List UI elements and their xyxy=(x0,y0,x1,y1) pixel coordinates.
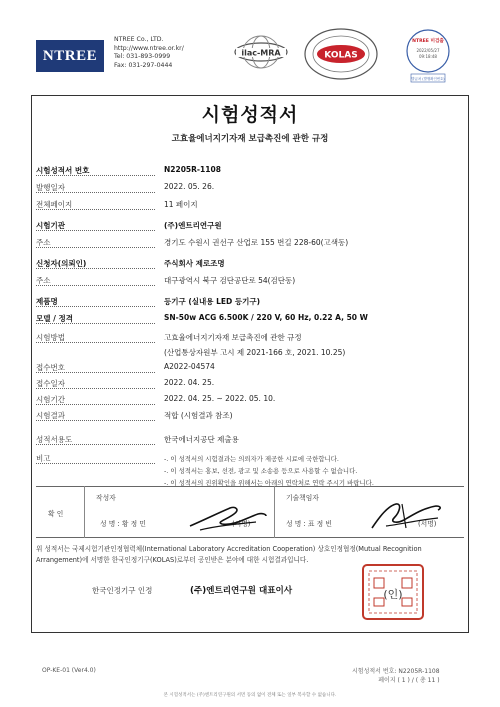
leader-line xyxy=(36,444,155,445)
leader-line xyxy=(36,306,155,307)
value-test-result: 적합 (시험결과 참조) xyxy=(164,411,233,420)
value-test-method-notice: (산업통상자원부 고시 제 2021-166 호, 2021. 10.25) xyxy=(164,348,346,357)
tech-sign-label: (서명) xyxy=(418,520,437,528)
value-applicant-address: 대구광역시 북구 검단공단로 54(검단동) xyxy=(164,276,296,285)
value-test-period: 2022. 04. 25. ~ 2022. 05. 10. xyxy=(164,394,276,403)
value-test-lab: (주)엔트리연구원 xyxy=(164,221,222,230)
value-receipt-no: A2022-04574 xyxy=(164,362,215,371)
label-test-result: 시험결과 xyxy=(36,411,65,420)
company-name: NTREE Co., LTD. xyxy=(114,36,164,43)
author-signature xyxy=(186,500,270,534)
ilac-text: ilac-MRA xyxy=(241,48,281,58)
label-test-method: 시험방법 xyxy=(36,333,65,342)
author-title: 작성자 xyxy=(96,494,116,502)
issuer-prefix: 한국인정기구 인정 xyxy=(92,586,153,595)
accreditation-line: 위 성적서는 국제시험기관인정협력체(International Laboratory Accreditation Cooperation) 상호인정협정(Mutual Recognition xyxy=(36,545,422,553)
stamp-top: NTREE 미검출 xyxy=(412,39,444,44)
label-receipt-no: 접수번호 xyxy=(36,363,65,372)
label-remarks: 비고 xyxy=(36,454,51,463)
issuer-name: (주)엔트리연구원 대표이사 xyxy=(190,586,293,596)
label-lab-address: 주소 xyxy=(36,238,51,247)
remark-line: -. 이 성적서의 시험결과는 의뢰자가 제공한 시료에 국한합니다. xyxy=(164,455,339,463)
author-name: 성 명 : 황 정 민 xyxy=(100,520,146,528)
company-tel: Tel: 031-893-0999 xyxy=(114,53,171,60)
kolas-logo xyxy=(302,26,380,82)
stamp-time: 09:18:48 xyxy=(419,54,437,59)
tech-manager-signature xyxy=(366,498,446,536)
copy-restriction-note: 본 시험성적서는 (주)엔트리연구원의 서면 동의 없이 전체 또는 일부 복사할 수 없습니다. xyxy=(163,693,337,698)
leader-line xyxy=(36,268,155,269)
label-test-lab: 시험기관 xyxy=(36,221,65,230)
value-issue-date: 2022. 05. 26. xyxy=(164,182,215,191)
leader-line xyxy=(36,192,155,193)
divider xyxy=(274,486,275,538)
value-report-purpose: 한국에너지공단 제출용 xyxy=(164,435,239,444)
leader-line xyxy=(36,342,155,343)
label-applicant-address: 주소 xyxy=(36,276,51,285)
company-fax: Fax: 031-297-0444 xyxy=(114,61,173,69)
remark-line: -. 이 성적서는 홍보, 선전, 광고 및 소송용 등으로 사용할 수 없습니다. xyxy=(164,467,358,475)
leader-line xyxy=(36,247,155,248)
value-model-rating: SN-50w ACG 6.500K / 220 V, 60 Hz, 0.22 A, 50 W xyxy=(164,313,368,322)
remark-line: -. 이 성적서의 진위확인을 위해서는 아래의 연락처로 연락 주시기 바랍니다. xyxy=(164,479,374,487)
leader-line xyxy=(36,463,155,464)
label-model-rating: 모델 / 정격 xyxy=(36,314,73,323)
leader-line xyxy=(36,323,155,324)
page-subtitle: 고효율에너지기자재 보급촉진에 관한 규정 xyxy=(171,134,329,144)
label-issue-date: 발행일자 xyxy=(36,183,65,192)
leader-line xyxy=(36,209,155,210)
kolas-text: KOLAS xyxy=(324,50,358,61)
footer-report-no: 시험성적서 번호: N2205R-1108 xyxy=(352,668,440,675)
label-report-no: 시험성적서 번호 xyxy=(36,166,90,175)
footer-page-info xyxy=(352,667,440,685)
footer-page: 페이지 ( 1 ) / ( 총 11 ) xyxy=(378,677,440,684)
stamp-date: 2022/05/27 xyxy=(416,48,440,53)
author-sign-label: (서명) xyxy=(232,520,251,528)
tech-manager-name: 성 명 : 표 정 빈 xyxy=(286,520,332,528)
leader-line xyxy=(36,285,155,286)
label-applicant: 신청자(의뢰인) xyxy=(36,259,87,268)
leader-line xyxy=(36,404,155,405)
value-test-method: 고효율에너지기자재 보급촉진에 관한 규정 xyxy=(164,333,302,342)
value-report-no: N2205R-1108 xyxy=(164,165,221,174)
company-website[interactable]: http://www.ntree.or.kr/ xyxy=(114,44,184,52)
issuance-stamp xyxy=(405,28,451,84)
form-number: OP-KE-01 (Ver4.0) xyxy=(42,667,96,674)
accreditation-line: Arrangement)에 서명한 한국인정기구(KOLAS)로부터 공인받은 분야에 대한 시험결과입니다. xyxy=(36,556,309,564)
leader-line xyxy=(36,230,155,231)
value-lab-address: 경기도 수원시 권선구 산업로 155 번길 228-60(고색동) xyxy=(164,238,349,247)
label-test-period: 시험기간 xyxy=(36,395,65,404)
leader-line xyxy=(36,372,155,373)
divider xyxy=(84,486,85,538)
value-applicant: 주식회사 제로조명 xyxy=(164,259,225,268)
confirm-label: 확 인 xyxy=(48,510,64,518)
leader-line xyxy=(36,388,155,389)
label-report-purpose: 성적서용도 xyxy=(36,435,73,444)
company-info xyxy=(114,36,184,70)
leader-line xyxy=(36,420,155,421)
stamp-bottom: 발급처 (발행확인번호) xyxy=(411,76,445,81)
tech-manager-title: 기술책임자 xyxy=(286,494,319,502)
company-seal xyxy=(360,562,426,622)
label-receipt-date: 접수일자 xyxy=(36,379,65,388)
value-total-pages: 11 페이지 xyxy=(164,200,198,209)
ilac-mra-logo xyxy=(230,30,292,78)
ntree-logo: NTREE xyxy=(36,40,104,72)
label-total-pages: 전체페이지 xyxy=(36,200,73,209)
leader-line xyxy=(36,175,155,176)
label-product-name: 제품명 xyxy=(36,297,58,306)
value-receipt-date: 2022. 04. 25. xyxy=(164,378,215,387)
seal-text: (인) xyxy=(383,588,403,601)
page-title: 시험성적서 xyxy=(201,104,299,126)
value-product-name: 등기구 (실내용 LED 등기구) xyxy=(164,297,261,306)
